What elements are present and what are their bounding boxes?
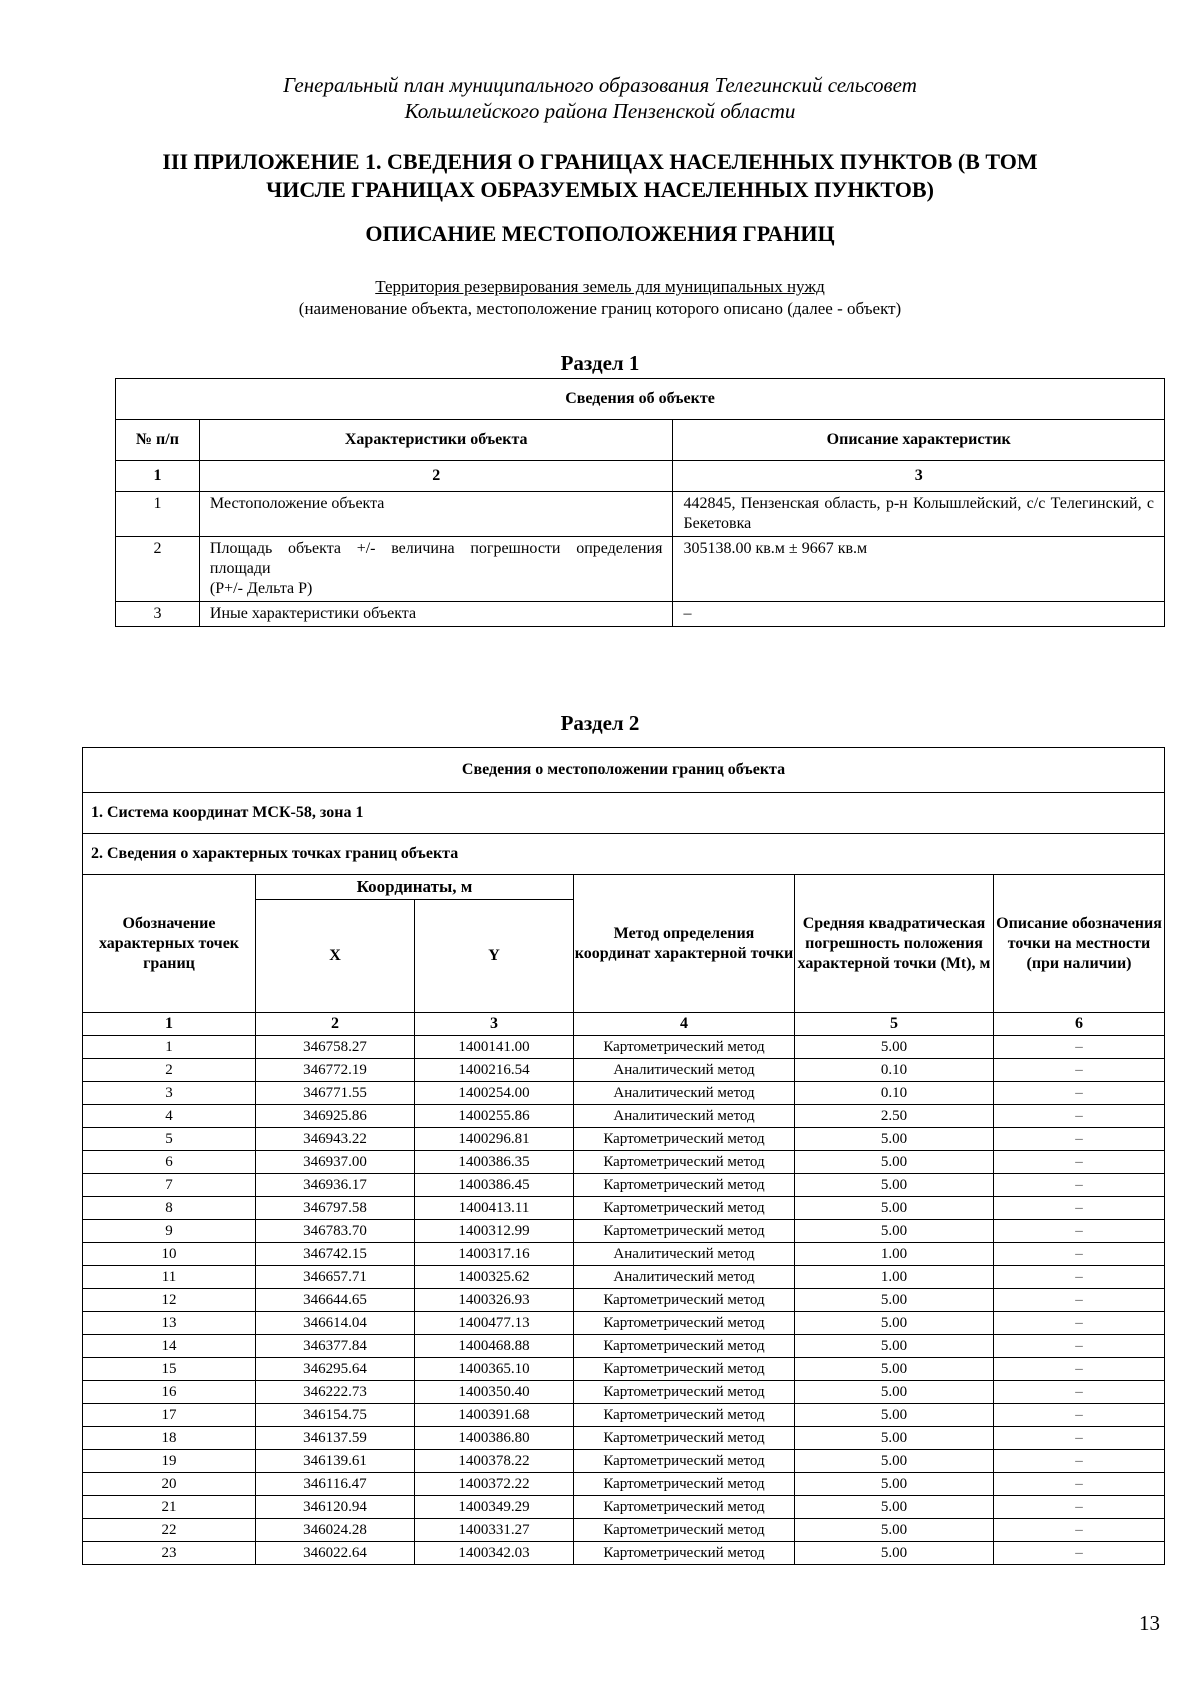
point-description-cell: –	[994, 1473, 1165, 1496]
column-number-4: 4	[574, 1013, 795, 1036]
point-id-cell: 3	[83, 1082, 256, 1105]
table-row	[83, 1036, 1165, 1059]
y-coordinate-cell: 1400255.86	[415, 1105, 574, 1128]
point-description-cell: –	[994, 1289, 1165, 1312]
error-cell: 5.00	[795, 1404, 994, 1427]
error-cell: 5.00	[795, 1128, 994, 1151]
error-cell: 0.10	[795, 1059, 994, 1082]
y-coordinate-cell: 1400350.40	[415, 1381, 574, 1404]
column-header-method: Метод определения координат характерной точки	[574, 875, 795, 1013]
point-description-cell: –	[994, 1450, 1165, 1473]
page-title-line-1: III ПРИЛОЖЕНИЕ 1. СВЕДЕНИЯ О ГРАНИЦАХ НАСЕЛЕННЫХ ПУНКТОВ (В ТОМ	[162, 149, 1038, 174]
object-info-table-title: Сведения об объекте	[116, 379, 1165, 420]
point-id-cell: 7	[83, 1174, 256, 1197]
method-cell: Аналитический метод	[574, 1266, 795, 1289]
y-coordinate-cell: 1400365.10	[415, 1358, 574, 1381]
y-coordinate-cell: 1400296.81	[415, 1128, 574, 1151]
point-description-cell: –	[994, 1312, 1165, 1335]
characteristic-formula: (P+/- Дельта P)	[209, 580, 313, 597]
column-header-description: Описание характеристик	[673, 420, 1165, 461]
error-cell: 0.10	[795, 1082, 994, 1105]
page-title-line-2: ЧИСЛЕ ГРАНИЦАХ ОБРАЗУЕМЫХ НАСЕЛЕННЫХ ПУНКТОВ)	[266, 177, 934, 202]
point-id-cell: 8	[83, 1197, 256, 1220]
y-coordinate-cell: 1400312.99	[415, 1220, 574, 1243]
point-id-cell: 14	[83, 1335, 256, 1358]
method-cell: Картометрический метод	[574, 1220, 795, 1243]
table-row	[83, 1105, 1165, 1128]
method-cell: Картометрический метод	[574, 1197, 795, 1220]
table-row	[116, 492, 1165, 537]
points-subtitle: 2. Сведения о характерных точках границ объекта	[83, 834, 1165, 875]
table-row	[116, 602, 1165, 627]
object-caption: (наименование объекта, местоположение границ которого описано (далее - объект)	[298, 299, 902, 318]
y-coordinate-cell: 1400477.13	[415, 1312, 574, 1335]
point-id-cell: 20	[83, 1473, 256, 1496]
x-coordinate-cell: 346644.65	[256, 1289, 415, 1312]
y-coordinate-cell: 1400372.22	[415, 1473, 574, 1496]
section-2-title: Раздел 2	[560, 711, 640, 735]
x-coordinate-cell: 346936.17	[256, 1174, 415, 1197]
error-cell: 5.00	[795, 1312, 994, 1335]
table-row	[83, 1335, 1165, 1358]
y-coordinate-cell: 1400326.93	[415, 1289, 574, 1312]
description-cell: 305138.00 кв.м ± 9667 кв.м	[673, 537, 1165, 602]
column-number-6: 6	[994, 1013, 1165, 1036]
column-number-2: 2	[199, 461, 673, 492]
x-coordinate-cell: 346758.27	[256, 1036, 415, 1059]
point-description-cell: –	[994, 1542, 1165, 1565]
error-cell: 5.00	[795, 1358, 994, 1381]
table-row	[83, 1220, 1165, 1243]
method-cell: Картометрический метод	[574, 1151, 795, 1174]
point-description-cell: –	[994, 1105, 1165, 1128]
point-description-cell: –	[994, 1335, 1165, 1358]
object-name: Территория резервирования земель для муниципальных нужд	[375, 277, 825, 296]
table-row	[83, 1381, 1165, 1404]
method-cell: Картометрический метод	[574, 1404, 795, 1427]
characteristic-text: Площадь объекта +/- величина погрешности определения площади	[209, 540, 663, 577]
point-id-cell: 22	[83, 1519, 256, 1542]
y-coordinate-cell: 1400391.68	[415, 1404, 574, 1427]
point-id-cell: 9	[83, 1220, 256, 1243]
y-coordinate-cell: 1400468.88	[415, 1335, 574, 1358]
point-id-cell: 21	[83, 1496, 256, 1519]
x-coordinate-cell: 346154.75	[256, 1404, 415, 1427]
point-id-cell: 5	[83, 1128, 256, 1151]
table-row	[83, 1358, 1165, 1381]
x-coordinate-cell: 346797.58	[256, 1197, 415, 1220]
description-cell: –	[673, 602, 1165, 627]
method-cell: Картометрический метод	[574, 1542, 795, 1565]
x-coordinate-cell: 346614.04	[256, 1312, 415, 1335]
method-cell: Картометрический метод	[574, 1128, 795, 1151]
page-subtitle: ОПИСАНИЕ МЕСТОПОЛОЖЕНИЯ ГРАНИЦ	[365, 221, 835, 246]
x-coordinate-cell: 346137.59	[256, 1427, 415, 1450]
error-cell: 1.00	[795, 1243, 994, 1266]
y-coordinate-cell: 1400386.45	[415, 1174, 574, 1197]
point-id-cell: 13	[83, 1312, 256, 1335]
column-number-1: 1	[116, 461, 200, 492]
method-cell: Аналитический метод	[574, 1059, 795, 1082]
method-cell: Картометрический метод	[574, 1381, 795, 1404]
method-cell: Картометрический метод	[574, 1312, 795, 1335]
column-header-x: X	[256, 900, 415, 1013]
description-cell: 442845, Пензенская область, р-н Колышлейский, с/с Телегинский, с Бекетовка	[673, 492, 1165, 537]
x-coordinate-cell: 346937.00	[256, 1151, 415, 1174]
error-cell: 5.00	[795, 1289, 994, 1312]
point-description-cell: –	[994, 1427, 1165, 1450]
y-coordinate-cell: 1400349.29	[415, 1496, 574, 1519]
x-coordinate-cell: 346295.64	[256, 1358, 415, 1381]
point-description-cell: –	[994, 1519, 1165, 1542]
y-coordinate-cell: 1400386.35	[415, 1151, 574, 1174]
column-header-number: № п/п	[116, 420, 200, 461]
boundary-points-table	[82, 747, 1165, 1565]
column-header-characteristic: Характеристики объекта	[199, 420, 673, 461]
column-header-coordinates: Координаты, м	[256, 875, 574, 900]
characteristic-cell: Местоположение объекта	[199, 492, 673, 537]
x-coordinate-cell: 346120.94	[256, 1496, 415, 1519]
x-coordinate-cell: 346024.28	[256, 1519, 415, 1542]
object-info-table	[115, 378, 1165, 627]
y-coordinate-cell: 1400141.00	[415, 1036, 574, 1059]
y-coordinate-cell: 1400386.80	[415, 1427, 574, 1450]
point-description-cell: –	[994, 1128, 1165, 1151]
method-cell: Картометрический метод	[574, 1519, 795, 1542]
document-header-line-2: Кольшлейского района Пензенской области	[404, 99, 796, 123]
table-row	[83, 1059, 1165, 1082]
point-description-cell: –	[994, 1358, 1165, 1381]
point-id-cell: 19	[83, 1450, 256, 1473]
row-number: 3	[116, 602, 200, 627]
table-row	[83, 1082, 1165, 1105]
table-row	[83, 1473, 1165, 1496]
method-cell: Картометрический метод	[574, 1427, 795, 1450]
y-coordinate-cell: 1400342.03	[415, 1542, 574, 1565]
point-id-cell: 17	[83, 1404, 256, 1427]
column-number-3: 3	[673, 461, 1165, 492]
error-cell: 5.00	[795, 1427, 994, 1450]
point-id-cell: 15	[83, 1358, 256, 1381]
y-coordinate-cell: 1400317.16	[415, 1243, 574, 1266]
point-description-cell: –	[994, 1197, 1165, 1220]
method-cell: Картометрический метод	[574, 1450, 795, 1473]
x-coordinate-cell: 346771.55	[256, 1082, 415, 1105]
point-id-cell: 12	[83, 1289, 256, 1312]
column-number-2: 2	[256, 1013, 415, 1036]
point-description-cell: –	[994, 1174, 1165, 1197]
error-cell: 2.50	[795, 1105, 994, 1128]
point-description-cell: –	[994, 1381, 1165, 1404]
table-row	[83, 1197, 1165, 1220]
method-cell: Картометрический метод	[574, 1496, 795, 1519]
characteristic-cell	[199, 537, 673, 602]
point-id-cell: 11	[83, 1266, 256, 1289]
error-cell: 5.00	[795, 1220, 994, 1243]
table-row	[83, 1542, 1165, 1565]
table-row	[83, 1243, 1165, 1266]
error-cell: 1.00	[795, 1266, 994, 1289]
column-header-point-description: Описание обозначения точки на местности (при наличии)	[994, 875, 1165, 1013]
error-cell: 5.00	[795, 1496, 994, 1519]
error-cell: 5.00	[795, 1473, 994, 1496]
table-row	[83, 1266, 1165, 1289]
table-row	[83, 1128, 1165, 1151]
x-coordinate-cell: 346943.22	[256, 1128, 415, 1151]
y-coordinate-cell: 1400413.11	[415, 1197, 574, 1220]
point-id-cell: 16	[83, 1381, 256, 1404]
error-cell: 5.00	[795, 1036, 994, 1059]
point-id-cell: 23	[83, 1542, 256, 1565]
table-row	[83, 1312, 1165, 1335]
point-description-cell: –	[994, 1151, 1165, 1174]
point-description-cell: –	[994, 1404, 1165, 1427]
method-cell: Картометрический метод	[574, 1473, 795, 1496]
error-cell: 5.00	[795, 1381, 994, 1404]
point-id-cell: 18	[83, 1427, 256, 1450]
x-coordinate-cell: 346772.19	[256, 1059, 415, 1082]
method-cell: Аналитический метод	[574, 1082, 795, 1105]
error-cell: 5.00	[795, 1335, 994, 1358]
error-cell: 5.00	[795, 1174, 994, 1197]
column-number-3: 3	[415, 1013, 574, 1036]
table-row	[83, 1496, 1165, 1519]
x-coordinate-cell: 346116.47	[256, 1473, 415, 1496]
y-coordinate-cell: 1400216.54	[415, 1059, 574, 1082]
method-cell: Аналитический метод	[574, 1243, 795, 1266]
table-row	[83, 1289, 1165, 1312]
method-cell: Картометрический метод	[574, 1036, 795, 1059]
error-cell: 5.00	[795, 1519, 994, 1542]
column-header-y: Y	[415, 900, 574, 1013]
table-row	[83, 1174, 1165, 1197]
row-number: 1	[116, 492, 200, 537]
coordinate-system: 1. Система координат МСК-58, зона 1	[83, 793, 1165, 834]
x-coordinate-cell: 346783.70	[256, 1220, 415, 1243]
method-cell: Аналитический метод	[574, 1105, 795, 1128]
method-cell: Картометрический метод	[574, 1174, 795, 1197]
point-id-cell: 6	[83, 1151, 256, 1174]
method-cell: Картометрический метод	[574, 1335, 795, 1358]
point-description-cell: –	[994, 1036, 1165, 1059]
y-coordinate-cell: 1400254.00	[415, 1082, 574, 1105]
x-coordinate-cell: 346222.73	[256, 1381, 415, 1404]
row-number: 2	[116, 537, 200, 602]
table-row	[83, 1151, 1165, 1174]
point-description-cell: –	[994, 1220, 1165, 1243]
table-row	[83, 1450, 1165, 1473]
point-id-cell: 2	[83, 1059, 256, 1082]
table-row	[83, 1427, 1165, 1450]
point-description-cell: –	[994, 1243, 1165, 1266]
y-coordinate-cell: 1400378.22	[415, 1450, 574, 1473]
error-cell: 5.00	[795, 1197, 994, 1220]
column-header-error: Средняя квадратическая погрешность положения характерной точки (Mt), м	[795, 875, 994, 1013]
column-number-1: 1	[83, 1013, 256, 1036]
x-coordinate-cell: 346742.15	[256, 1243, 415, 1266]
page-number: 13	[1139, 1611, 1160, 1635]
x-coordinate-cell: 346022.64	[256, 1542, 415, 1565]
point-description-cell: –	[994, 1496, 1165, 1519]
x-coordinate-cell: 346377.84	[256, 1335, 415, 1358]
method-cell: Картометрический метод	[574, 1358, 795, 1381]
point-id-cell: 10	[83, 1243, 256, 1266]
boundary-table-title: Сведения о местоположении границ объекта	[83, 748, 1165, 793]
x-coordinate-cell: 346925.86	[256, 1105, 415, 1128]
y-coordinate-cell: 1400325.62	[415, 1266, 574, 1289]
y-coordinate-cell: 1400331.27	[415, 1519, 574, 1542]
point-description-cell: –	[994, 1059, 1165, 1082]
column-number-5: 5	[795, 1013, 994, 1036]
document-header-line-1: Генеральный план муниципального образования Телегинский сельсовет	[283, 73, 917, 97]
point-id-cell: 4	[83, 1105, 256, 1128]
point-id-cell: 1	[83, 1036, 256, 1059]
table-row	[116, 537, 1165, 602]
table-row	[83, 1519, 1165, 1542]
point-description-cell: –	[994, 1266, 1165, 1289]
point-description-cell: –	[994, 1082, 1165, 1105]
error-cell: 5.00	[795, 1450, 994, 1473]
column-header-point: Обозначение характерных точек границ	[83, 875, 256, 1013]
x-coordinate-cell: 346139.61	[256, 1450, 415, 1473]
error-cell: 5.00	[795, 1542, 994, 1565]
error-cell: 5.00	[795, 1151, 994, 1174]
table-row	[83, 1404, 1165, 1427]
section-1-title: Раздел 1	[560, 351, 640, 375]
x-coordinate-cell: 346657.71	[256, 1266, 415, 1289]
characteristic-cell: Иные характеристики объекта	[199, 602, 673, 627]
method-cell: Картометрический метод	[574, 1289, 795, 1312]
